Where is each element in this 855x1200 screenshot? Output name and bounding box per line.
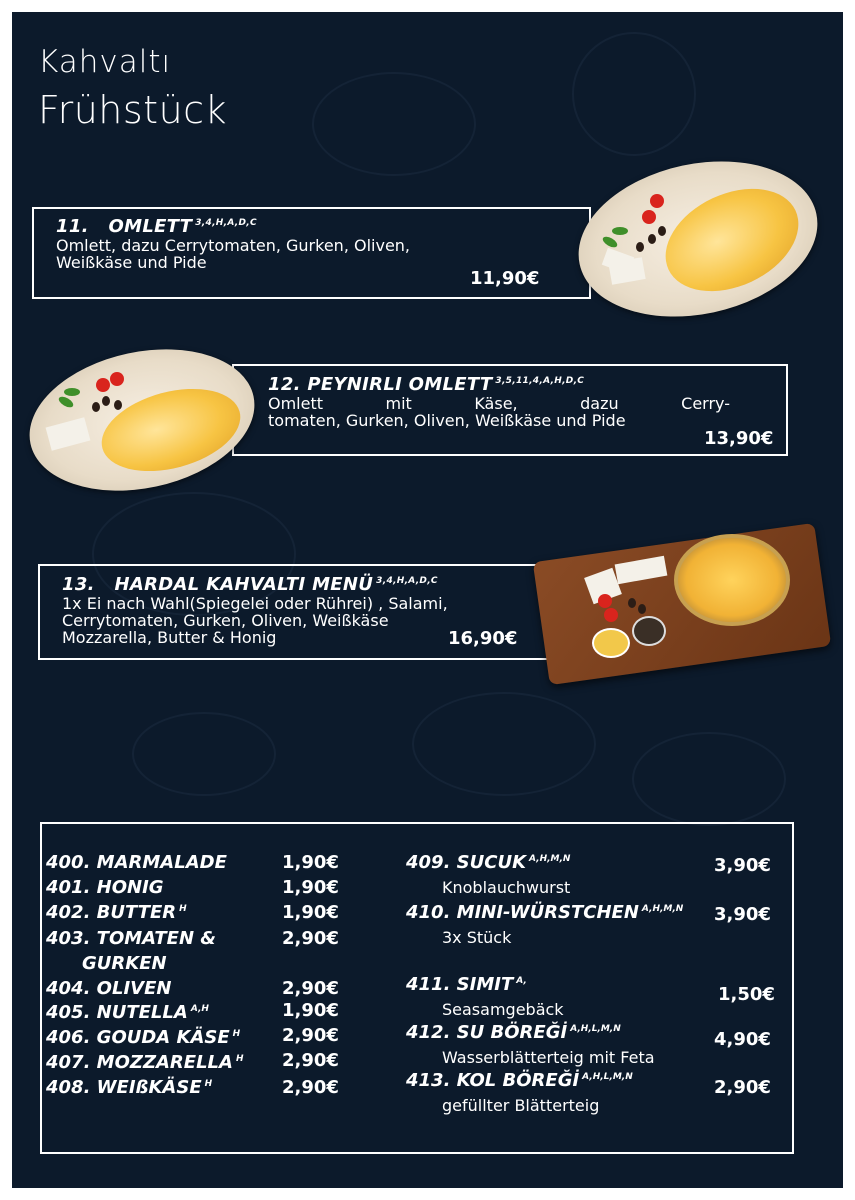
item-label: 409. SUCUK [406,852,527,873]
item-allergens: A,H,L,M,N [570,1024,621,1034]
item-allergens: A,H [190,1004,209,1014]
dish-description-line: Weißkäse und Pide [56,253,207,272]
item-allergens: H [204,1079,213,1089]
dish-description-line: Mozzarella, Butter & Honig [62,628,277,647]
item-label: 408. WEIßKÄSE [46,1077,202,1098]
dish-name: PEYNIRLI OMLETT [307,374,493,395]
item-subtitle: Wasserblätterteig mit Feta [442,1048,655,1067]
item-allergens: A,H,M,N [529,854,571,864]
item-label: 403. TOMATEN & [46,928,216,949]
dish-allergens: 3,4,H,A,D,C [195,218,257,228]
list-item-continued [82,953,167,974]
item-subtitle: gefüllter Blätterteig [442,1096,600,1115]
item-label: GURKEN [82,953,167,974]
list-item [46,877,164,898]
item-allergens: A,H,L,M,N [582,1072,633,1082]
item-label: 404. OLIVEN [46,978,172,999]
item-price: 4,90€ [714,1029,771,1050]
item-allergens: A, [516,976,527,986]
item-price: 2,90€ [282,1050,339,1071]
item-label: 407. MOZZARELLA [46,1052,233,1073]
item-price: 2,90€ [282,1077,339,1098]
item-allergens: H [232,1029,241,1039]
item-label: 412. SU BÖREĞİ [406,1022,568,1043]
dish-description-line: Cerrytomaten, Gurken, Oliven, Weißkäse [62,611,389,630]
list-item [46,978,171,999]
item-label: 402. BUTTER [46,902,177,923]
extras-list [12,12,843,1188]
dish-number: 12. [268,374,301,395]
dish-allergens: 3,4,H,A,D,C [376,576,438,586]
dish-description-line: tomaten, Gurken, Oliven, Weißkäse und Pide [268,411,626,430]
list-item [46,1002,209,1023]
list-item [406,1070,633,1091]
item-label: 411. SIMIT [406,974,514,995]
item-price: 2,90€ [282,1025,339,1046]
dish-name: HARDAL KAHVALTI MENÜ [114,574,374,595]
list-item [46,928,216,949]
item-allergens: H [179,904,187,914]
item-label: 406. GOUDA KÄSE [46,1027,230,1048]
list-item [46,1052,244,1073]
dish-number: 11. [56,216,89,237]
item-allergens: H [235,1054,244,1064]
dish-name: OMLETT [108,216,193,237]
list-item [46,1077,212,1098]
dish-price: 13,90€ [704,428,774,449]
item-label: 410. MINI-WÜRSTCHEN [406,902,639,923]
item-price: 1,90€ [282,877,339,898]
item-price: 2,90€ [714,1077,771,1098]
dish-description-line: Omlett mit Käse, dazu Cerry- [268,394,730,413]
dish-allergens: 3,5,11,4,A,H,D,C [495,376,585,386]
list-item [46,902,187,923]
item-price: 3,90€ [714,904,771,925]
dish-description-line: Omlett, dazu Cerrytomaten, Gurken, Oliven, [56,236,411,255]
item-subtitle: 3x Stück [442,928,512,947]
list-item [46,1027,240,1048]
item-label: 405. NUTELLA [46,1002,188,1023]
item-label: 413. KOL BÖREĞİ [406,1070,580,1091]
list-item [406,1022,621,1043]
list-item [406,902,683,923]
list-item [406,974,527,995]
item-price: 1,90€ [282,852,339,873]
item-label: 401. HONIG [46,877,164,898]
item-price: 2,90€ [282,978,339,999]
dish-price: 11,90€ [470,268,540,289]
page-title-turkish: Kahvaltı [38,44,172,80]
item-subtitle: Knoblauchwurst [442,878,571,897]
item-subtitle: Seasamgebäck [442,1000,564,1019]
dish-number: 13. [62,574,95,595]
item-allergens: A,H,M,N [641,904,684,914]
item-price: 1,90€ [282,1000,339,1021]
item-label: 400. MARMALADE [46,852,227,873]
menu-page [12,12,843,1188]
page-title-german: Frühstück [38,88,228,132]
dish-price: 16,90€ [448,628,518,649]
list-item [46,852,227,873]
list-item [406,852,570,873]
item-price: 1,90€ [282,902,339,923]
item-price: 2,90€ [282,928,339,949]
item-price: 1,50€ [718,984,775,1005]
item-price: 3,90€ [714,855,771,876]
dish-description-line: 1x Ei nach Wahl(Spiegelei oder Rührei) , Salami, [62,594,448,613]
